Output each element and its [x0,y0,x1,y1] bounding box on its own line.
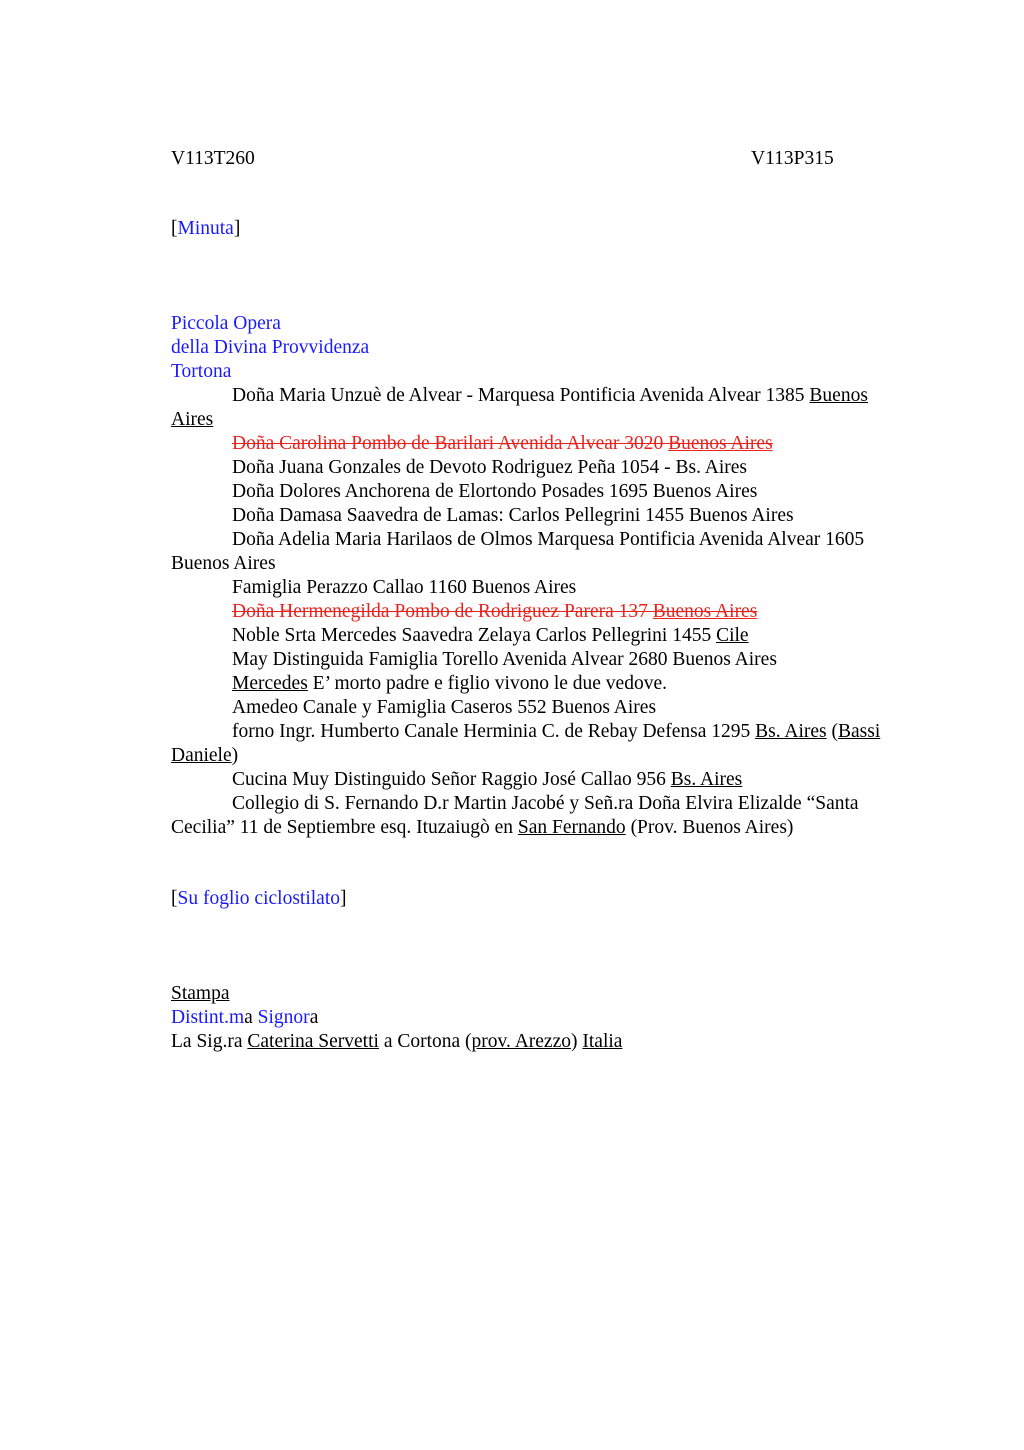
deleted-address-entry: Doña Carolina Pombo de Barilari Avenida Alvear 3020 Buenos Aires [232,433,773,454]
place-name: Buenos Aires [668,433,773,454]
place-name: Cile [716,625,749,646]
address-entry: Doña Dolores Anchorena de Elortondo Posades 1695 Buenos Aires [232,481,758,502]
address-entry: Cucina Muy Distinguido Señor Raggio José Callao 956 Bs. Aires [232,769,743,790]
minuta-label: Minuta [177,218,234,239]
deleted-address-entry: Doña Hermenegilda Pombo de Rodriguez Parera 137 Buenos Aires [232,601,758,622]
bracket-close: ] [233,218,241,239]
salutation: Distint.ma Signora [171,1007,319,1028]
address-entry: Noble Srta Mercedes Saavedra Zelaya Carlos Pellegrini 1455 Cile [232,625,749,646]
place-name: San Fernando [517,817,626,838]
address-entry-continuation [171,408,931,432]
person-name: Mercedes [232,673,308,694]
archive-codes-header [171,145,931,173]
bracket-close: ] [339,888,347,909]
place-name: Aires [171,409,214,430]
place-name: Bs. Aires [755,721,827,742]
place-name: Buenos [809,385,868,406]
left-archive-code: V113T260 [171,148,255,169]
bracket-open: [ [171,218,178,239]
address-entry: Mercedes E’ morto padre e figlio vivono le due vedove. [232,673,667,694]
place-name: Bs. Aires [670,769,743,790]
address-entry: forno Ingr. Humberto Canale Herminia C. de Rebay Defensa 1295 Bs. Aires (Bassi [232,721,881,742]
person-name: Daniele [171,745,232,766]
address-entry: Famiglia Perazzo Callao 1160 Buenos Aires [232,577,577,598]
address-entry-continuation: Buenos Aires [171,553,276,574]
person-name: Bassi [838,721,881,742]
sender-block [171,312,931,384]
document-page [171,145,931,1054]
person-name: Caterina Servetti [247,1031,379,1052]
address-entry: May Distinguida Famiglia Torello Avenida Alvear 2680 Buenos Aires [232,649,777,670]
sender-line-2: della Divina Provvidenza [171,337,370,358]
sender-line-3: Tortona [171,361,232,382]
address-list [171,384,931,840]
stampa-block [171,982,931,1054]
stampa-title: Stampa [171,983,230,1004]
foglio-note [171,887,931,911]
address-entry-continuation: Daniele) [171,745,239,766]
place-name: prov. Arezzo [471,1031,571,1052]
place-name: Italia [582,1031,623,1052]
recipient-address: La Sig.ra Caterina Servetti a Cortona (prov. Arezzo) Italia [171,1031,623,1052]
address-entry: Doña Damasa Saavedra de Lamas: Carlos Pellegrini 1455 Buenos Aires [232,505,794,526]
address-entry: Doña Adelia Maria Harilaos de Olmos Marquesa Pontificia Avenida Alvear 1605 [232,529,865,550]
sender-line-1: Piccola Opera [171,313,281,334]
bracket-open: [ [171,888,178,909]
address-entry: Amedeo Canale y Famiglia Caseros 552 Buenos Aires [232,697,657,718]
address-entry-continuation: Cecilia” 11 de Septiembre esq. Ituzaiugò en San Fernando (Prov. Buenos Aires) [171,817,794,838]
place-name: Buenos Aires [652,601,758,622]
foglio-label: Su foglio ciclostilato [177,888,340,909]
right-archive-code: V113P315 [751,148,834,169]
address-entry: Doña Maria Unzuè de Alvear - Marquesa Pontificia Avenida Alvear 1385 Buenos [232,385,868,406]
minuta-note [171,217,931,241]
address-entry: Collegio di S. Fernando D.r Martin Jacobé y Señ.ra Doña Elvira Elizalde “Santa [232,793,859,814]
address-entry: Doña Juana Gonzales de Devoto Rodriguez Peña 1054 - Bs. Aires [232,457,748,478]
